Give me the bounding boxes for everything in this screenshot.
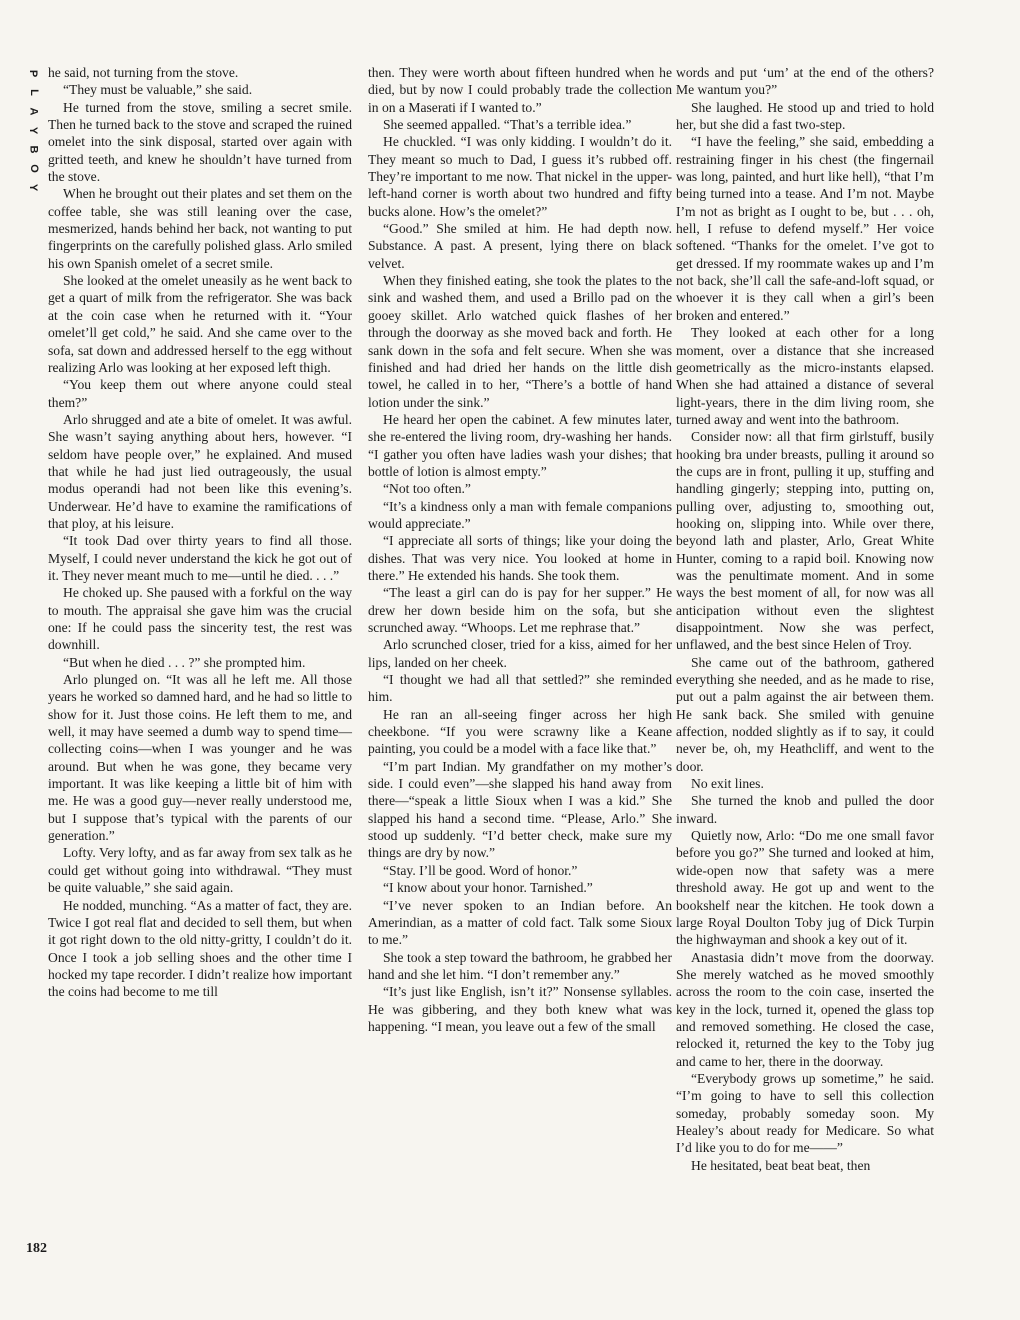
paragraph: “They must be valuable,” she said.: [63, 82, 253, 98]
paragraph: then. They were worth about fifteen hundred when he died, but by now I could probably trade the collection in on a Maserati if I wanted to.”: [368, 65, 672, 115]
text-column-3: [676, 64, 934, 1174]
paragraph: They looked at each other for a long moment, over a distance that she increased geometrically as the micro-instants elapsed. When she had attained a distance of several light-years, there in the dim living room, she turned away and went into the bathroom.: [676, 325, 934, 427]
paragraph: “It’s a kindness only a man with female companions would appreciate.”: [368, 498, 672, 531]
paragraph: She looked at the omelet uneasily as he went back to get a quart of milk from the refrigerator. She was back at the coin case when he returned with it. “Your omelet’ll get cold,” he said. And she came over to the sofa, sat down and addressed herself to the egg without realizing Arlo was looking at her exposed left thigh.: [48, 273, 352, 375]
paragraph: “It’s just like English, isn’t it?” Nonsense syllables. He was gibbering, and they both knew what was happening. “I mean, you leave out a few of the small: [368, 984, 672, 1034]
paragraph: He hesitated, beat beat beat, then: [691, 1157, 871, 1173]
masthead-letter: A: [27, 107, 40, 116]
masthead-letter: P: [27, 69, 40, 78]
paragraph: “I’ve never spoken to an Indian before. An Amerindian, as a matter of cold fact. Talk some Sioux to me.”: [368, 897, 672, 948]
paragraph: “Everybody grows up sometime,” he said. “I’m going to have to sell this collection someday, probably someday soon. My Healey’s about ready for Medicare. So what I’d like you to do for me——”: [676, 1070, 934, 1156]
paragraph: words and put ‘um’ at the end of the others? Me wantum you?”: [676, 65, 934, 98]
paragraph: He ran an all-seeing finger across her high cheekbone. “If you were scrawny like a Keane painting, you could be a model with a face like that.”: [368, 706, 672, 757]
paragraph: “Stay. I’ll be good. Word of honor.”: [383, 862, 578, 878]
paragraph: “I’m part Indian. My grandfather on my mother’s side. I could even”—she slapped his hand away from there—“speak a little Sioux when I was a kid.” She slapped his hand a second time. “Please, Arlo.” She stood up suddenly. “I’d better check, make sure my things are dry by now.”: [368, 758, 672, 861]
paragraph: “You keep them out where anyone could steal them?”: [48, 377, 352, 410]
text-column-1: [48, 64, 352, 1001]
paragraph: Arlo plunged on. “It was all he left me. All those years he worked so damned hard, and he had so little to show for it. Just those coins. He left them to me, and well, it may have seemed a dumb way to spend time—collecting coins—when I was younger and he was around. But when he was gone, they became very important. It was like keeping a little bit of him with me. He was a good guy—never really understood me, but I suppose that’s typical with the parents of our generation.”: [48, 672, 352, 844]
paragraph: She came out of the bathroom, gathered everything she needed, and as he made to rise, put out a palm against the air between them. He sank back. She smiled with genuine affection, nodded slightly as if to say, it could never be, oh, my Heathcliff, and went to the door.: [676, 654, 934, 774]
page-number: 182: [26, 1241, 47, 1256]
paragraph: No exit lines.: [691, 776, 764, 792]
paragraph: She took a step toward the bathroom, he grabbed her hand and she let him. “I don’t remember any.”: [368, 949, 672, 982]
paragraph: Arlo scrunched closer, tried for a kiss, aimed for her lips, landed on her cheek.: [368, 637, 672, 670]
masthead-letter: B: [27, 145, 40, 154]
paragraph: “The least a girl can do is pay for her supper.” He drew her down beside him on the sofa, but she scrunched away. “Whoops. Let me rephrase that.”: [368, 585, 672, 635]
paragraph: Consider now: all that firm girlstuff, busily hooking bra under breasts, pulling it around so the cups are in front, pulling it up, stuffing and handling gingerly; stepping into, putting on, pulling over, adjusting to, smoothing out, hooking on, slipping into. While over there, beyond lath and plaster, Arlo, Great White Hunter, coming to a rapid boil. Knowing now was the penultimate moment. And in some ways the best moment of all, for now was all anticipation without even the slightest disappointment. Now she was perfect, unflawed, and the best since Helen of Troy.: [676, 429, 934, 653]
paragraph: “I have the feeling,” she said, embedding a restraining finger in his chest (the fingernail was long, painted, and hurt like hell), “that I’m being turned into a tease. And I’m not. Maybe I’m not as bright as I ought to be, but . . . oh, hell, I refuse to defend myself.” Her voice softened. “Thanks for the omelet. I’ve got to get dressed. If my roommate wakes up and I’m not back, she’ll call the safe-and-loft squad, or whoever it is they call when a girl’s been broken and entered.”: [676, 134, 934, 323]
paragraph: “But when he died . . . ?” she prompted him.: [63, 654, 306, 670]
paragraph: “I appreciate all sorts of things; like your doing the dishes. That was very nice. You looked at home in there.” He extended his hands. She took them.: [368, 533, 672, 583]
masthead-letter: L: [27, 89, 40, 96]
paragraph: He choked up. She paused with a forkful on the way to mouth. The appraisal she gave him was the crucial one: If he could pass the sincerity test, the rest was downhill.: [48, 585, 352, 653]
masthead-letter: O: [27, 164, 40, 173]
magazine-masthead: [26, 64, 40, 197]
paragraph: She seemed appalled. “That’s a terrible idea.”: [383, 117, 632, 133]
paragraph: “Good.” She smiled at him. He had depth now. Substance. A past. A present, lying there on black velvet.: [368, 221, 672, 271]
paragraph: He nodded, munching. “As a matter of fact, they are. Twice I got real flat and decided to sell them, but when it got right down to the old nitty-gritty, I couldn’t do it. Once I took a job selling shoes and the other time I hocked my tape recorder. I didn’t realize how important the coins had become to me till: [48, 897, 352, 1000]
paragraph: He turned from the stove, smiling a secret smile. Then he turned back to the stove and scraped the ruined omelet into the sink disposal, started over again with gritted teeth, and knew he shouldn’t have turned from the stove.: [48, 99, 352, 185]
paragraph: He chuckled. “I was only kidding. I wouldn’t do it. They meant so much to Dad, I guess it’s rubbed off. They’re important to me now. That nickel in the upper-left-hand corner is worth about two hundred and fifty bucks alone. How’s the omelet?”: [368, 134, 672, 219]
paragraph: Arlo shrugged and ate a bite of omelet. It was awful. She wasn’t saying anything about hers, however. “I seldom have people over,” he explained. And mused that while he had just lied outrageously, the usual modus operandi had not been like this evening’s. Underwear. He’d have to examine the ramifications of that ploy, at his leisure.: [48, 411, 352, 531]
paragraph: She turned the knob and pulled the door inward.: [676, 793, 934, 826]
text-column-2: [368, 64, 672, 1035]
paragraph: When they finished eating, she took the plates to the sink and washed them, and used a Brillo pad on the gooey skillet. Arlo watched quick flashes of her through the doorway as she moved back and forth. He sank down in the sofa and felt secure. When she was finished and had dried her hands on the little dish towel, he called in to her, “There’s a bottle of hand lotion under the sink.”: [368, 273, 672, 410]
paragraph: She laughed. He stood up and tried to hold her, but she did a fast two-step.: [676, 99, 934, 133]
paragraph: he said, not turning from the stove.: [48, 65, 239, 80]
paragraph: He heard her open the cabinet. A few minutes later, she re-entered the living room, dry-washing her hands. “I gather you often have ladies wash your dishes; that bottle of lotion is almost empty.”: [368, 411, 672, 479]
paragraph: “It took Dad over thirty years to find all those. Myself, I could never understand the kick he got out of it. They never meant much to me—until he died. . . .”: [48, 533, 352, 583]
paragraph: Anastasia didn’t move from the doorway. She merely watched as he moved smoothly across the room to the coin case, inserted the key in the lock, turned it, opened the glass top and removed something. He closed the case, relocked it, returned the key to the Toby jug and came to her, there in the doorway.: [676, 949, 934, 1069]
masthead-letter: Y: [27, 183, 40, 192]
paragraph: When he brought out their plates and set them on the coffee table, she was still leaning over the case, mesmerized, hands behind her back, not wanting to put fingerprints on the carefully polished glass. Arlo smiled his own Spanish omelet of a secret smile.: [48, 186, 352, 271]
paragraph: Quietly now, Arlo: “Do me one small favor before you go?” She turned and looked at him, wide-open now that safety was a mere threshold away. He got up and went to the bookshelf near the kitchen. He took down a large Royal Doulton Toby jug of Dick Turpin the highwayman and shook a key out of it.: [676, 828, 934, 948]
paragraph: “I thought we had all that settled?” she reminded him.: [368, 672, 672, 705]
paragraph: Lofty. Very lofty, and as far away from sex talk as he could get without going into withdrawal. “They must be quite valuable,” she said again.: [48, 845, 352, 896]
paragraph: “Not too often.”: [383, 481, 471, 497]
masthead-letter: Y: [27, 126, 40, 135]
paragraph: “I know about your honor. Tarnished.”: [383, 880, 593, 896]
